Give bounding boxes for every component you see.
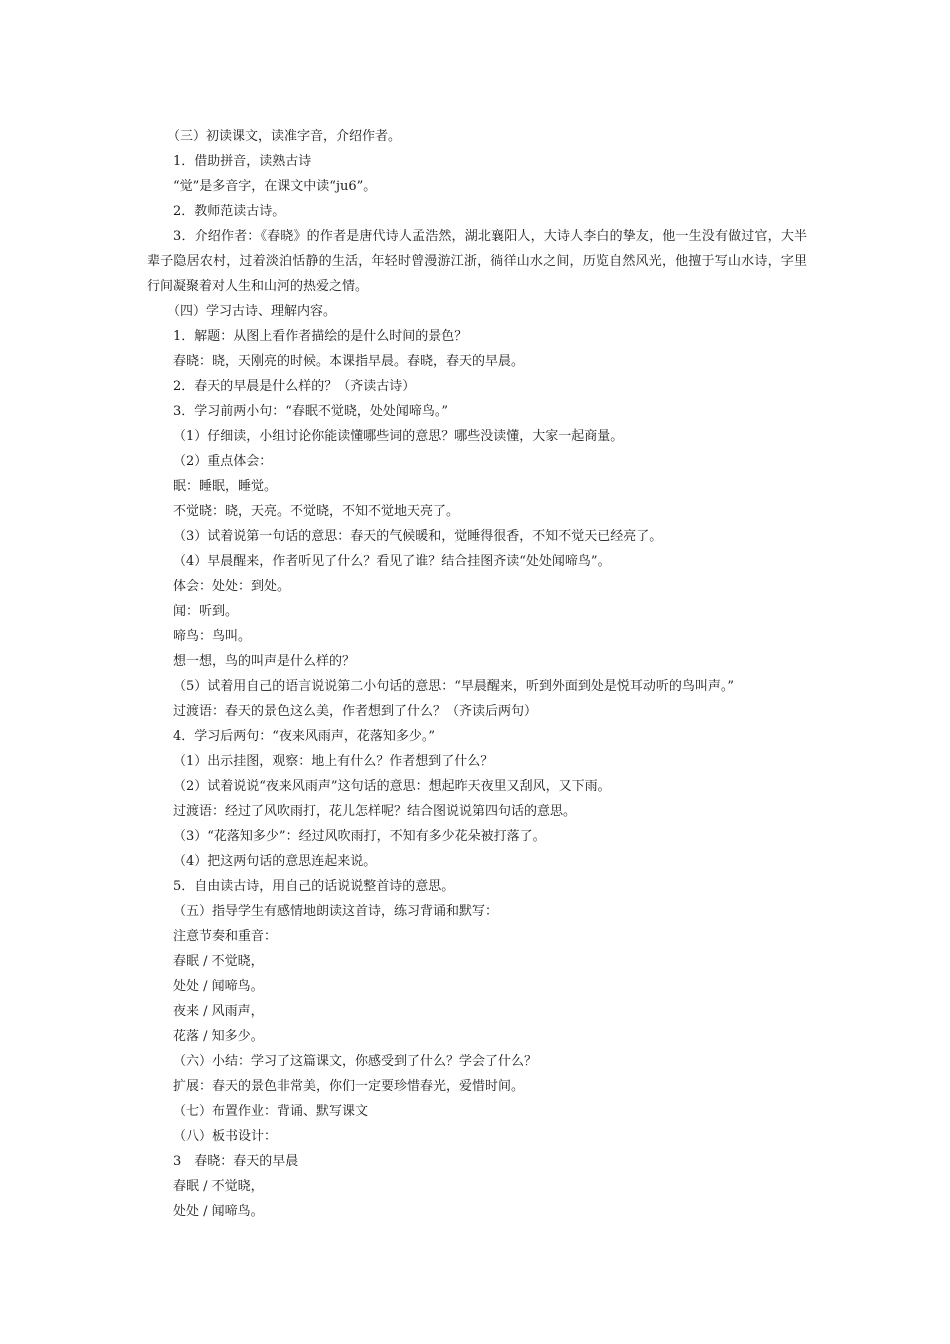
text-line: “觉”是多音字，在课文中读“ju6”。	[173, 179, 377, 194]
poem-line: 花落 / 知多少。	[173, 1029, 264, 1044]
text-line: 扩展：春天的景色非常美，你们一定要珍惜春光，爱惜时间。	[173, 1079, 525, 1094]
text-line: （3）试着说第一句话的意思：春天的气候暖和，觉睡得很香，不知不觉天已经亮了。	[173, 529, 663, 544]
text-line: （5）试着用自己的语言说说第二小句话的意思：“早晨醒来，听到外面到处是悦耳动听的鸟叫声。”	[173, 679, 735, 694]
text-line: 3．学习前两小句：“春眠不觉晓，处处闻啼鸟。”	[173, 404, 449, 419]
text-line: （1）出示挂图，观察：地上有什么？作者想到了什么？	[173, 754, 494, 769]
section-heading-5: （五）指导学生有感情地朗读这首诗，练习背诵和默写：	[173, 904, 499, 919]
poem-line: 夜来 / 风雨声，	[173, 1004, 264, 1019]
author-introduction-paragraph: 3．介绍作者：《春晓》的作者是唐代诗人孟浩然，湖北襄阳人，大诗人李白的挚友，他一生没有做过官，大半辈子隐居农村，过着淡泊恬静的生活，年轻时曾漫游江浙，徜徉山水之间，历览自然风光，他擅于写山水诗，字里行间凝聚着对人生和山河的热爱之情。	[147, 229, 807, 294]
text-line: （2）试着说说“夜来风雨声”这句话的意思：想起昨天夜里又刮风，又下雨。	[173, 779, 611, 794]
text-line: 2．教师范读古诗。	[173, 204, 286, 219]
text-line: 体会：处处：到处。	[173, 579, 291, 594]
text-line: （3）“花落知多少”：经过风吹雨打，不知有多少花朵被打落了。	[173, 829, 546, 844]
section-heading-7: （七）布置作业：背诵、默写课文	[173, 1104, 369, 1119]
text-line: 过渡语：春天的景色这么美，作者想到了什么？（齐读后两句）	[173, 704, 538, 719]
text-line: （4）早晨醒来，作者听见了什么？看见了谁？结合挂图齐读“处处闻啼鸟”。	[173, 554, 611, 569]
document-body	[147, 124, 807, 1224]
text-line: （2）重点体会：	[173, 454, 273, 469]
text-line: 4．学习后两句：“夜来风雨声，花落知多少。”	[173, 729, 436, 744]
text-line: 想一想，鸟的叫声是什么样的？	[173, 654, 356, 669]
board-design-title: 3 春晓：春天的早晨	[173, 1154, 299, 1169]
text-line: 啼鸟：鸟叫。	[173, 629, 252, 644]
section-heading-6: （六）小结：学习了这篇课文，你感受到了什么？学会了什么？	[173, 1054, 538, 1069]
text-line: 注意节奏和重音：	[173, 929, 278, 944]
section-heading-4: （四）学习古诗、理解内容。	[167, 304, 337, 319]
text-line: 5．自由读古诗，用自己的话说说整首诗的意思。	[173, 879, 455, 894]
text-line: 过渡语：经过了风吹雨打，花儿怎样呢？结合图说说第四句话的意思。	[173, 804, 577, 819]
text-line: 眠：睡眠，睡觉。	[173, 479, 278, 494]
text-line: 1．借助拼音，读熟古诗	[173, 154, 312, 169]
poem-line: 处处 / 闻啼鸟。	[173, 979, 264, 994]
section-heading-8: （八）板书设计：	[173, 1129, 278, 1144]
section-heading-3: （三）初读课文，读准字音，介绍作者。	[167, 129, 402, 144]
poem-line: 春眠 / 不觉晓，	[173, 954, 264, 969]
text-line: 2．春天的早晨是什么样的？（齐读古诗）	[173, 379, 416, 394]
poem-line: 处处 / 闻啼鸟。	[173, 1204, 264, 1219]
text-line: （1）仔细读，小组讨论你能读懂哪些词的意思？哪些没读懂，大家一起商量。	[173, 429, 624, 444]
text-line: 春晓：晓，天刚亮的时候。本课指早晨。春晓，春天的早晨。	[173, 354, 525, 369]
text-line: （4）把这两句话的意思连起来说。	[173, 854, 377, 869]
poem-line: 春眠 / 不觉晓，	[173, 1179, 264, 1194]
text-line: 1．解题：从图上看作者描绘的是什么时间的景色？	[173, 329, 468, 344]
text-line: 闻：听到。	[173, 604, 239, 619]
text-line: 不觉晓：晓，天亮。不觉晓，不知不觉地天亮了。	[173, 504, 460, 519]
